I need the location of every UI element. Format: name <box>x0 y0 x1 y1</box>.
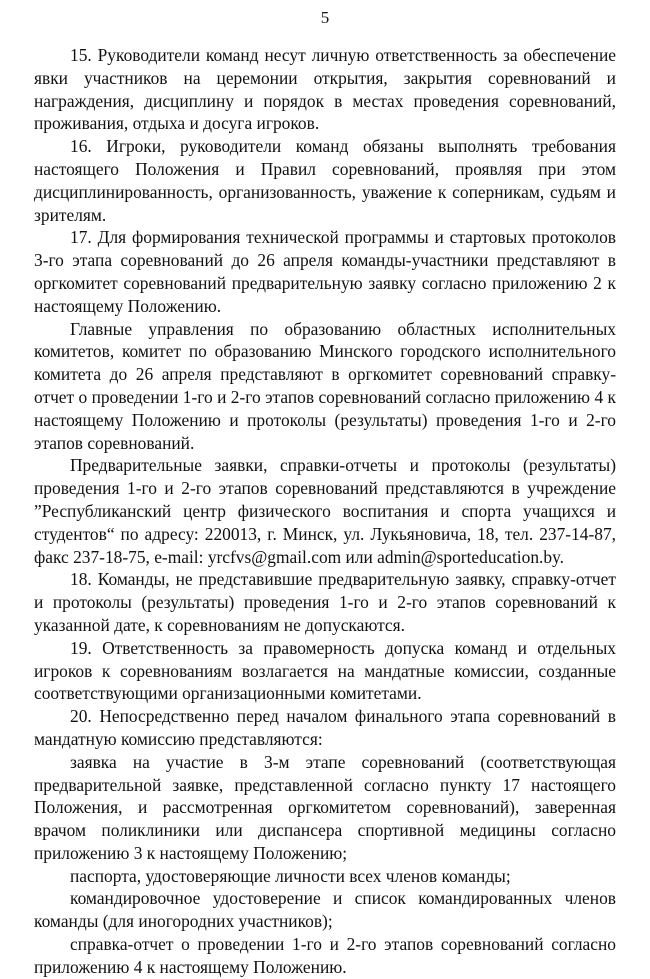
paragraph-text: Предварительные заявки, справки-отчеты и протоколы (результаты) проведения 1-го и 2-го этапов соревнований представляются в учреждение ”Республиканский центр физического воспитания и спорта учащихся и студентов“ по адресу: 220013, г. Минск, ул. Лукьяновича, 18, тел. 237-14-87, факс 237-18-75, e-mail: yrcfvs@gmail.com или admin@sporteducation.by. <box>34 455 616 567</box>
paragraph-number: 19. <box>70 637 92 658</box>
paragraph-number: 18. <box>70 569 92 590</box>
page-number: 5 <box>320 8 330 27</box>
paragraph-17-main-departments <box>34 318 616 455</box>
paragraph-text: Ответственность за правомерность допуска команд и отдельных игроков к соревнованиям возлагается на мандатные комиссии, созданные соответствующими организационными комитетами. <box>34 637 616 704</box>
list-item-application <box>34 751 616 865</box>
paragraph-number: 17. <box>70 227 92 248</box>
paragraph-text: справка-отчет о проведении 1-го и 2-го этапов соревнований согласно приложению 4 к настоящему Положению. <box>34 934 616 977</box>
paragraph-text: Команды, не представившие предварительную заявку, справку-отчет и протоколы (результаты) проведения 1-го и 2-го этапов соревнований к указанной дате, к соревнованиям не допускаются. <box>34 569 616 635</box>
paragraph-text: Игроки, руководители команд обязаны выполнять требования настоящего Положения и Правил соревнований, проявляя при этом дисциплинированность, организованность, уважение к соперникам, судьям и зрителям. <box>34 136 616 225</box>
paragraph-text: Непосредственно перед началом финального этапа соревнований в мандатную комиссию представляются: <box>34 706 617 749</box>
paragraph-17-submission-address <box>34 454 616 568</box>
paragraph-17 <box>34 226 616 317</box>
paragraph-19 <box>34 637 616 705</box>
paragraph-18 <box>34 568 616 636</box>
list-item-passports <box>34 865 616 888</box>
list-item-travel-certificate <box>34 887 616 933</box>
paragraph-text: паспорта, удостоверяющие личности всех членов команды; <box>70 865 511 886</box>
paragraph-number: 15. <box>70 45 92 65</box>
paragraph-text: Для формирования технической программы и стартовых протоколов 3-го этапа соревнований до 26 апреля команды-участники представляют в оргкомитет соревнований предварительную заявку согласно приложению 2 к настоящему Положению. <box>34 227 616 316</box>
paragraph-text: заявка на участие в 3-м этапе соревнований (соответствующая предварительной заявке, представленной согласно пункту 17 настоящего Положения, и рассмотренная оргкомитетом соревнований), заверенная врачом поликлиники или диспансера спортивной медицины согласно приложению 3 к настоящему Положению; <box>34 751 616 863</box>
paragraph-20 <box>34 705 616 751</box>
document-body <box>34 44 616 979</box>
paragraph-16 <box>34 135 616 226</box>
paragraph-text: Главные управления по образованию областных исполнительных комитетов, комитет по образованию Минского городского исполнительного комитета до 26 апреля представляют в оргкомитет соревнований справку-отчет о проведении 1-го и 2-го этапов соревнований согласно приложению 4 к настоящему Положению и протоколы (результаты) проведения 1-го и 2-го этапов соревнований. <box>34 318 616 453</box>
paragraph-15 <box>34 44 616 135</box>
paragraph-text: командировочное удостоверение и список командированных членов команды (для иногородних участников); <box>34 888 616 932</box>
paragraph-number: 20. <box>70 706 92 727</box>
list-item-report <box>34 933 616 979</box>
paragraph-number: 16. <box>70 136 92 157</box>
paragraph-text: Руководители команд несут личную ответственность за обеспечение явки участников на церемонии открытия, закрытия соревнований и награждения, дисциплину и порядок в местах проведения соревнований, проживания, отдыха и досуга игроков. <box>34 45 616 134</box>
